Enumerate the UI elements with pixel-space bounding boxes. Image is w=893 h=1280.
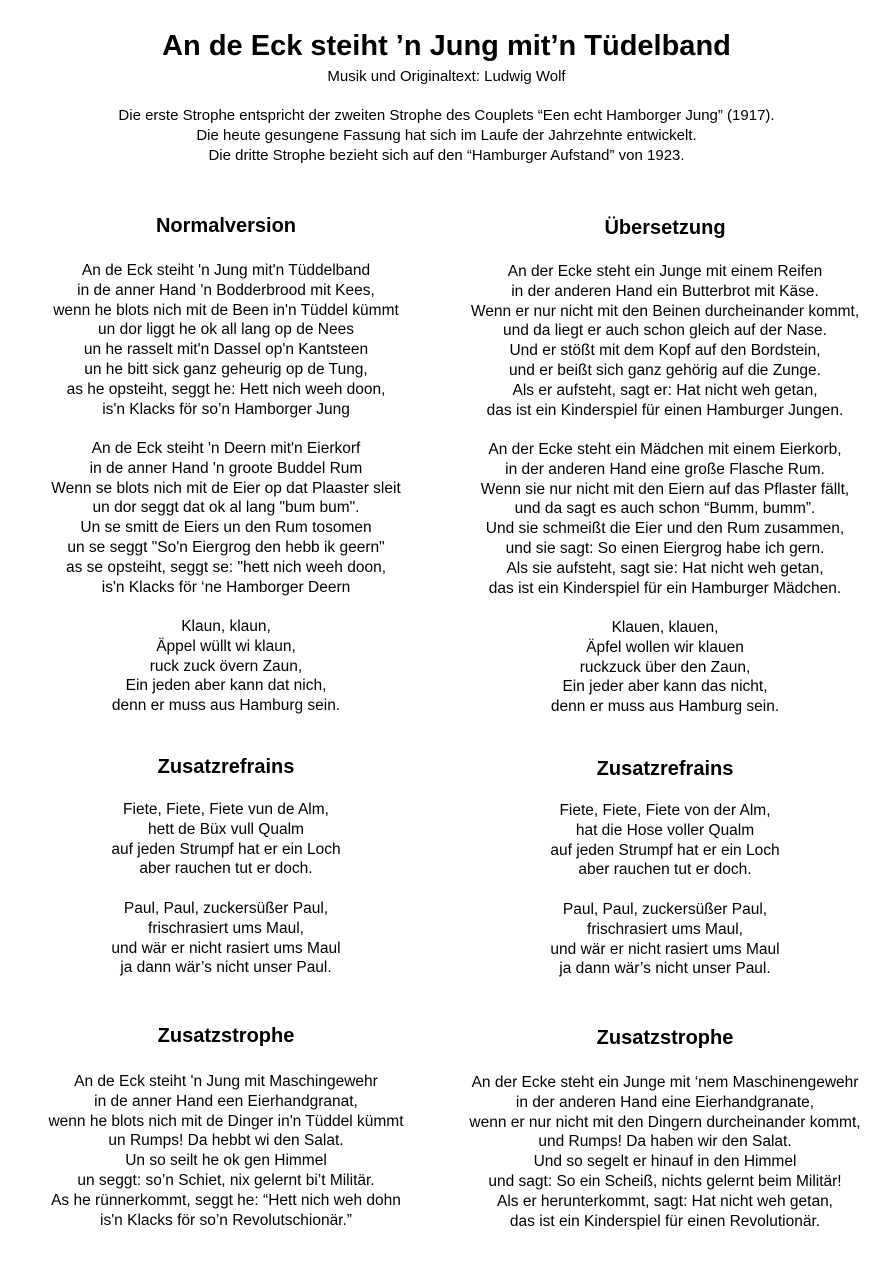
lyric-line: is'n Klacks för ‘ne Hamborger Deern	[101, 578, 351, 596]
lyric-line: in de anner Hand een Eierhandgranat,	[94, 1092, 358, 1110]
lyric-line: in der anderen Hand ein Butterbrot mit Käse.	[511, 282, 819, 300]
lyric-line: und Rumps! Da haben wir den Salat.	[538, 1133, 792, 1151]
lyric-line: Als er herunterkommt, sagt: Hat nicht weh getan,	[497, 1192, 833, 1210]
lyric-line: frischrasiert ums Maul,	[587, 920, 743, 938]
lyric-line: und da liegt er auch schon gleich auf der Nase.	[503, 322, 827, 340]
lyric-line: Wenn se blots nich mit de Eier op dat Plaaster sleit	[51, 479, 401, 497]
lyric-line: Als er aufsteht, sagt er: Hat nicht weh getan,	[512, 381, 818, 399]
lyric-line: Un se smitt de Eiers un den Rum tosomen	[80, 519, 372, 537]
lyric-line: ruck zuck övern Zaun,	[149, 657, 303, 675]
lyric-line: un seggt: so’n Schiet, nix gelernt bi’t Militär.	[77, 1171, 375, 1189]
lyric-line: Als sie aufsteht, sagt sie: Hat nicht weh getan,	[506, 559, 824, 577]
section-heading-zusatzrefrains: Zusatzrefrains	[157, 756, 295, 778]
page-title: An de Eck steiht ’n Jung mit’n Tüdelband	[162, 30, 731, 62]
lyric-line: Paul, Paul, zuckersüßer Paul,	[123, 900, 329, 917]
lyric-line: aber rauchen tut er doch.	[139, 860, 313, 878]
lyric-line: und wär er nicht rasiert ums Maul	[550, 940, 780, 958]
lyric-line: aber rauchen tut er doch.	[578, 861, 752, 879]
verse-2	[442, 440, 888, 598]
lyric-line: Fiete, Fiete, Fiete vun de Alm,	[123, 801, 329, 818]
page-subtitle: Musik und Originaltext: Ludwig Wolf	[327, 68, 566, 85]
lyric-line: as he opsteiht, seggt he: Hett nich weeh doon,	[66, 380, 386, 398]
lyric-line: Wenn er nur nicht mit den Beinen durcheinander kommt,	[470, 302, 860, 320]
lyric-line: hat die Hose voller Qualm	[575, 821, 755, 839]
refrain-fiete	[3, 800, 449, 879]
lyric-line: Äpfel wollen wir klauen	[586, 638, 744, 656]
lyric-line: das ist ein Kinderspiel für einen Hamburger Jungen.	[486, 401, 844, 419]
lyric-line: Fiete, Fiete, Fiete von der Alm,	[559, 802, 771, 819]
refrain-paul	[442, 900, 888, 979]
lyric-line: auf jeden Strumpf hat er ein Loch	[111, 840, 341, 858]
refrain	[442, 618, 888, 717]
lyric-line: Klaun, klaun,	[181, 618, 271, 635]
refrain	[3, 617, 449, 716]
lyric-line: Ein jeden aber kann dat nich,	[125, 677, 327, 695]
lyric-line: denn er muss aus Hamburg sein.	[550, 698, 780, 716]
lyric-line: Klauen, klauen,	[611, 619, 719, 636]
lyric-line: und sie sagt: So einen Eiergrog habe ich gern.	[505, 539, 825, 557]
verse-1	[442, 262, 888, 420]
lyric-line: un se seggt "So'n Eiergrog den hebb ik geern"	[67, 538, 385, 556]
lyric-line: As he rünnerkommt, seggt he: “Hett nich weh dohn	[51, 1191, 401, 1209]
lyric-line: un he rasselt mit'n Dassel op'n Kantsteen	[83, 341, 369, 359]
verse-2	[3, 439, 449, 597]
lyric-line: Und sie schmeißt die Eier und den Rum zusammen,	[485, 520, 845, 538]
section-heading-normalversion: Normalversion	[155, 215, 297, 237]
lyric-line: An de Eck steiht 'n Jung mit'n Tüddelband	[81, 262, 371, 279]
verse-extra	[442, 1073, 888, 1231]
verse-extra	[3, 1072, 449, 1230]
lyric-line: das ist ein Kinderspiel für einen Revolutionär.	[509, 1212, 821, 1230]
lyric-line: Wenn sie nur nicht mit den Eiern auf das Pflaster fällt,	[480, 480, 850, 498]
section-heading-zusatzstrophe: Zusatzstrophe	[157, 1025, 295, 1047]
lyric-line: Und so segelt er hinauf in den Himmel	[533, 1153, 797, 1171]
lyric-line: Un so seilt he ok gen Himmel	[125, 1152, 327, 1170]
lyric-line: in de anner Hand 'n groote Buddel Rum	[89, 459, 363, 477]
lyric-line: un he bitt sick ganz geheurig op de Tung,	[84, 360, 368, 378]
lyric-line: un dor seggt dat ok al lang "bum bum".	[92, 499, 360, 517]
lyric-line: un dor liggt he ok all lang op de Nees	[98, 321, 354, 339]
refrain-paul	[3, 899, 449, 978]
lyric-line: un Rumps! Da hebbt wi den Salat.	[108, 1132, 344, 1150]
lyric-line: Paul, Paul, zuckersüßer Paul,	[562, 901, 768, 918]
lyric-line: Äppel wüllt wi klaun,	[156, 637, 296, 655]
lyric-line: und da sagt es auch schon “Bumm, bumm”.	[514, 500, 816, 518]
lyric-line: An der Ecke steht ein Junge mit ‘nem Maschinengewehr	[471, 1074, 859, 1091]
lyric-line: An der Ecke steht ein Junge mit einem Reifen	[507, 263, 823, 280]
lyric-line: ja dann wär’s nicht unser Paul.	[559, 960, 771, 978]
verse-1	[3, 261, 449, 419]
refrain-fiete	[442, 801, 888, 880]
lyric-line: in de anner Hand 'n Bodderbrood mit Kees,	[77, 281, 375, 299]
lyric-line: An der Ecke steht ein Mädchen mit einem Eierkorb,	[488, 441, 842, 458]
lyric-line: Und er stößt mit dem Kopf auf den Bordstein,	[509, 342, 821, 360]
lyric-line: ruckzuck über den Zaun,	[579, 658, 751, 676]
lyric-line: ja dann wär’s nicht unser Paul.	[120, 959, 332, 977]
section-heading-zusatzstrophe: Zusatzstrophe	[596, 1027, 734, 1049]
intro-line: Die dritte Strophe bezieht sich auf den “Hamburger Aufstand” von 1923.	[208, 147, 685, 164]
intro-text	[0, 106, 893, 166]
lyric-line: das ist ein Kinderspiel für ein Hamburger Mädchen.	[488, 579, 842, 597]
lyric-line: wenn he blots nich mit de Been in'n Tüddel kümmt	[53, 301, 399, 319]
lyric-line: is'n Klacks för so’n Revolutschionär.”	[100, 1211, 352, 1229]
lyric-line: is'n Klacks för so’n Hamborger Jung	[102, 400, 350, 418]
lyric-line: und er beißt sich ganz gehörig auf die Zunge.	[509, 361, 821, 379]
lyric-line: auf jeden Strumpf hat er ein Loch	[550, 841, 780, 859]
lyric-line: hett de Büx vull Qualm	[148, 820, 304, 838]
lyric-line: as se opsteiht, seggt se: "hett nich weeh doon,	[65, 558, 386, 576]
lyric-line: An de Eck steiht 'n Deern mit'n Eierkorf	[91, 440, 361, 457]
intro-line: Die heute gesungene Fassung hat sich im Laufe der Jahrzehnte entwickelt.	[196, 127, 697, 144]
lyric-line: in der anderen Hand eine Eierhandgranate,	[515, 1093, 815, 1111]
lyric-line: und wär er nicht rasiert ums Maul	[111, 939, 341, 957]
lyric-line: Ein jeder aber kann das nicht,	[562, 678, 768, 696]
lyric-line: wenn he blots nich mit de Dinger in'n Tüddel kümmt	[48, 1112, 404, 1130]
lyric-line: und sagt: So ein Scheiß, nichts gelernt beim Militär!	[488, 1172, 842, 1190]
lyric-line: denn er muss aus Hamburg sein.	[111, 697, 341, 715]
lyric-line: wenn er nur nicht mit den Dingern durcheinander kommt,	[469, 1113, 861, 1131]
section-heading-zusatzrefrains: Zusatzrefrains	[596, 758, 734, 780]
lyric-line: frischrasiert ums Maul,	[148, 919, 304, 937]
intro-line: Die erste Strophe entspricht der zweiten Strophe des Couplets “Een echt Hamborger Jung” (1917).	[118, 107, 775, 124]
lyric-line: An de Eck steiht 'n Jung mit Maschingewehr	[74, 1073, 378, 1090]
section-heading-uebersetzung: Übersetzung	[604, 217, 726, 239]
lyric-line: in der anderen Hand eine große Flasche Rum.	[505, 460, 825, 478]
